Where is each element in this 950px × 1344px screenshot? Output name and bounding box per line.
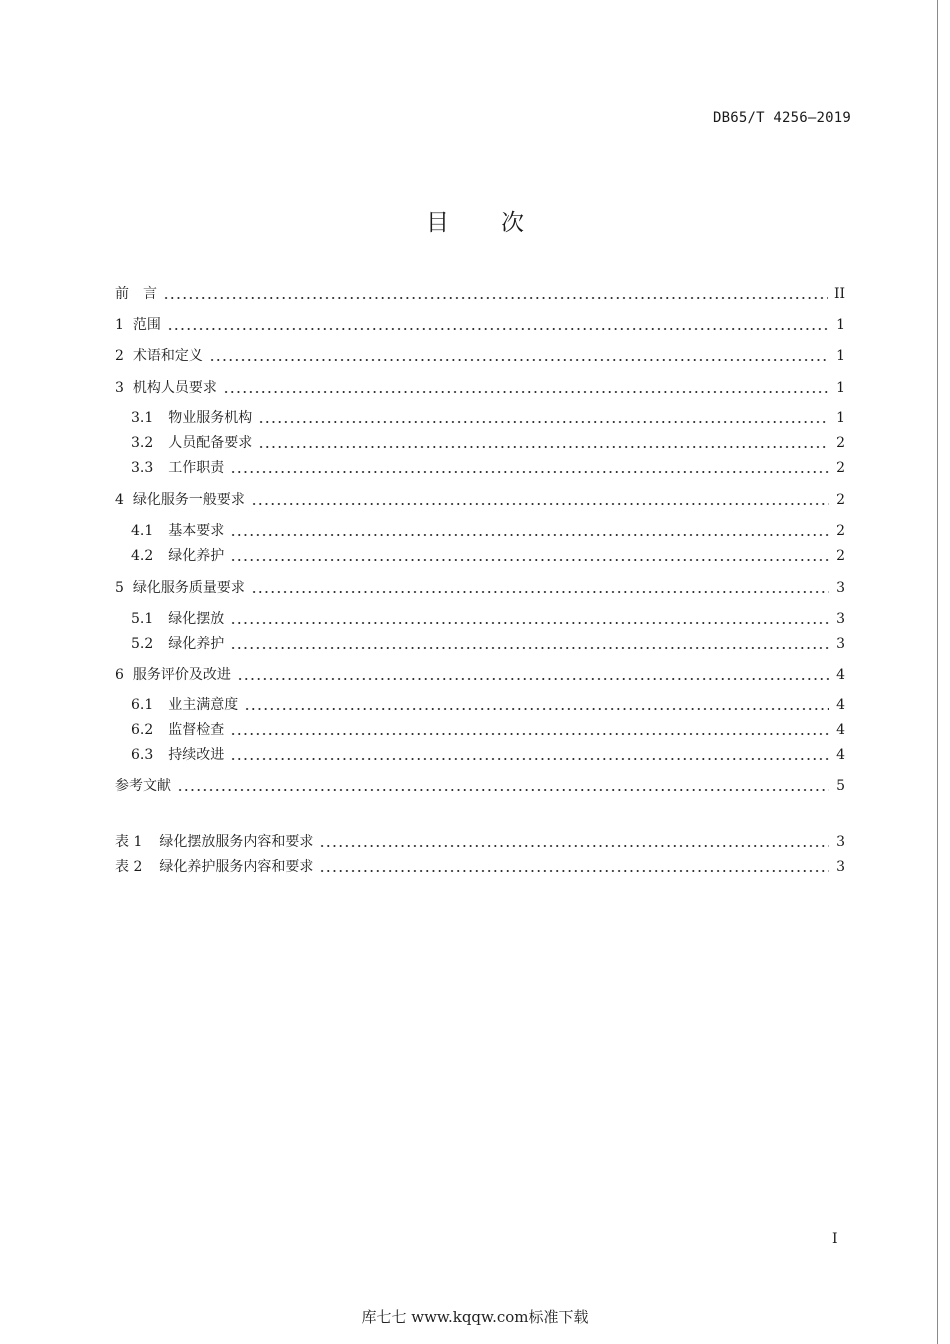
dot-leader — [163, 297, 828, 299]
dot-leader — [230, 534, 829, 536]
toc-entry-5-2[interactable] — [131, 633, 845, 655]
dot-leader — [258, 446, 829, 448]
footer-watermark: 库七七 www.kqqw.com标准下载 — [361, 1308, 589, 1326]
toc-entry-label: 前 言 — [115, 286, 157, 302]
toc-entry-5-1[interactable] — [131, 608, 845, 630]
dot-leader — [177, 789, 829, 791]
toc-entry-references[interactable] — [115, 775, 845, 797]
dot-leader — [223, 391, 829, 393]
toc-entry-number: 3.1 — [131, 410, 154, 426]
toc-entry-page: 3 — [836, 580, 845, 596]
toc-entry-label: 绿化服务质量要求 — [132, 580, 245, 596]
toc-entry-6-3[interactable] — [131, 744, 845, 766]
table-page: 3 — [836, 834, 845, 850]
toc-entry-page: 2 — [836, 492, 845, 508]
toc-entry-label: 持续改进 — [168, 747, 225, 763]
page-title: 目次 — [426, 210, 576, 236]
toc-entry-page: 2 — [836, 435, 845, 451]
toc-entry-label: 术语和定义 — [132, 348, 203, 364]
toc-entry-page: 1 — [836, 380, 845, 396]
toc-entry-label: 服务评价及改进 — [132, 667, 231, 683]
toc-entry-label: 绿化养护 — [168, 636, 225, 652]
table-number: 表 1 — [115, 834, 143, 850]
toc-entry-page: 2 — [836, 460, 845, 476]
dot-leader — [230, 647, 829, 649]
toc-entry-6[interactable] — [115, 664, 845, 686]
toc-entry-label: 工作职责 — [168, 460, 225, 476]
toc-entry-page: 1 — [836, 317, 845, 333]
toc-entry-page: 3 — [836, 611, 845, 627]
dot-leader — [244, 708, 829, 710]
dot-leader — [251, 591, 829, 593]
dot-leader — [230, 471, 829, 473]
toc-entry-number: 5.2 — [131, 636, 154, 652]
toc-entry-number: 6.1 — [131, 697, 154, 713]
toc-entry-number: 3 — [115, 380, 124, 396]
toc-entry-page: 1 — [836, 410, 845, 426]
toc-entry-page: 2 — [836, 523, 845, 539]
toc-entry-number: 4 — [115, 492, 124, 508]
toc-entry-number: 4.1 — [131, 523, 154, 539]
toc-entry-6-2[interactable] — [131, 719, 845, 741]
toc-entry-number: 2 — [115, 348, 124, 364]
dot-leader — [167, 328, 829, 330]
toc-entry-number: 4.2 — [131, 548, 154, 564]
toc-entry-3-2[interactable] — [131, 432, 845, 454]
toc-entry-label: 物业服务机构 — [168, 410, 253, 426]
toc-entry-page: 4 — [836, 667, 845, 683]
toc-entry-label: 监督检查 — [168, 722, 225, 738]
toc-entry-page: 5 — [836, 778, 845, 794]
table-number: 表 2 — [115, 859, 143, 875]
table-page: 3 — [836, 859, 845, 875]
toc-entry-page: II — [833, 286, 845, 302]
toc-entry-1[interactable] — [115, 314, 845, 336]
dot-leader — [230, 559, 829, 561]
toc-entry-number: 3.2 — [131, 435, 154, 451]
toc-entry-label: 机构人员要求 — [132, 380, 217, 396]
toc-entry-5[interactable] — [115, 577, 845, 599]
toc-entry-label: 人员配备要求 — [168, 435, 253, 451]
toc-entry-number: 3.3 — [131, 460, 154, 476]
toc-entry-foreword[interactable] — [115, 283, 845, 305]
toc-entry-number: 5 — [115, 580, 124, 596]
toc-entry-page: 2 — [836, 548, 845, 564]
dot-leader — [251, 503, 829, 505]
toc-entry-page: 4 — [836, 722, 845, 738]
table-list-entry-2[interactable] — [115, 856, 845, 878]
toc-entry-label: 绿化服务一般要求 — [132, 492, 245, 508]
toc-entry-page: 4 — [836, 697, 845, 713]
toc-entry-number: 6.3 — [131, 747, 154, 763]
toc-entry-3[interactable] — [115, 377, 845, 399]
toc-entry-2[interactable] — [115, 345, 845, 367]
table-list-entry-1[interactable] — [115, 831, 845, 853]
standard-code: DB65/T 4256—2019 — [712, 110, 851, 126]
dot-leader — [230, 758, 829, 760]
table-label: 绿化养护服务内容和要求 — [159, 859, 314, 875]
toc-entry-3-1[interactable] — [131, 407, 845, 429]
page-number: I — [832, 1231, 838, 1247]
toc-entry-4-2[interactable] — [131, 545, 845, 567]
toc-entry-label: 绿化养护 — [168, 548, 225, 564]
dot-leader — [209, 359, 829, 361]
toc-entry-3-3[interactable] — [131, 457, 845, 479]
toc-entry-number: 6.2 — [131, 722, 154, 738]
dot-leader — [319, 870, 829, 872]
toc-entry-page: 4 — [836, 747, 845, 763]
toc-entry-label: 参考文献 — [115, 778, 171, 794]
toc-entry-page: 3 — [836, 636, 845, 652]
toc-entry-4[interactable] — [115, 489, 845, 511]
toc-entry-label: 绿化摆放 — [168, 611, 225, 627]
dot-leader — [230, 622, 829, 624]
dot-leader — [258, 421, 829, 423]
toc-entry-number: 6 — [115, 667, 124, 683]
toc-entry-label: 基本要求 — [168, 523, 225, 539]
toc-entry-6-1[interactable] — [131, 694, 845, 716]
toc-entry-page: 1 — [836, 348, 845, 364]
toc-entry-number: 1 — [115, 317, 124, 333]
dot-leader — [230, 733, 829, 735]
toc-entry-label: 业主满意度 — [168, 697, 239, 713]
toc-entry-number: 5.1 — [131, 611, 154, 627]
dot-leader — [237, 678, 829, 680]
table-label: 绿化摆放服务内容和要求 — [159, 834, 314, 850]
dot-leader — [319, 845, 829, 847]
toc-entry-4-1[interactable] — [131, 520, 845, 542]
toc-entry-label: 范围 — [132, 317, 161, 333]
